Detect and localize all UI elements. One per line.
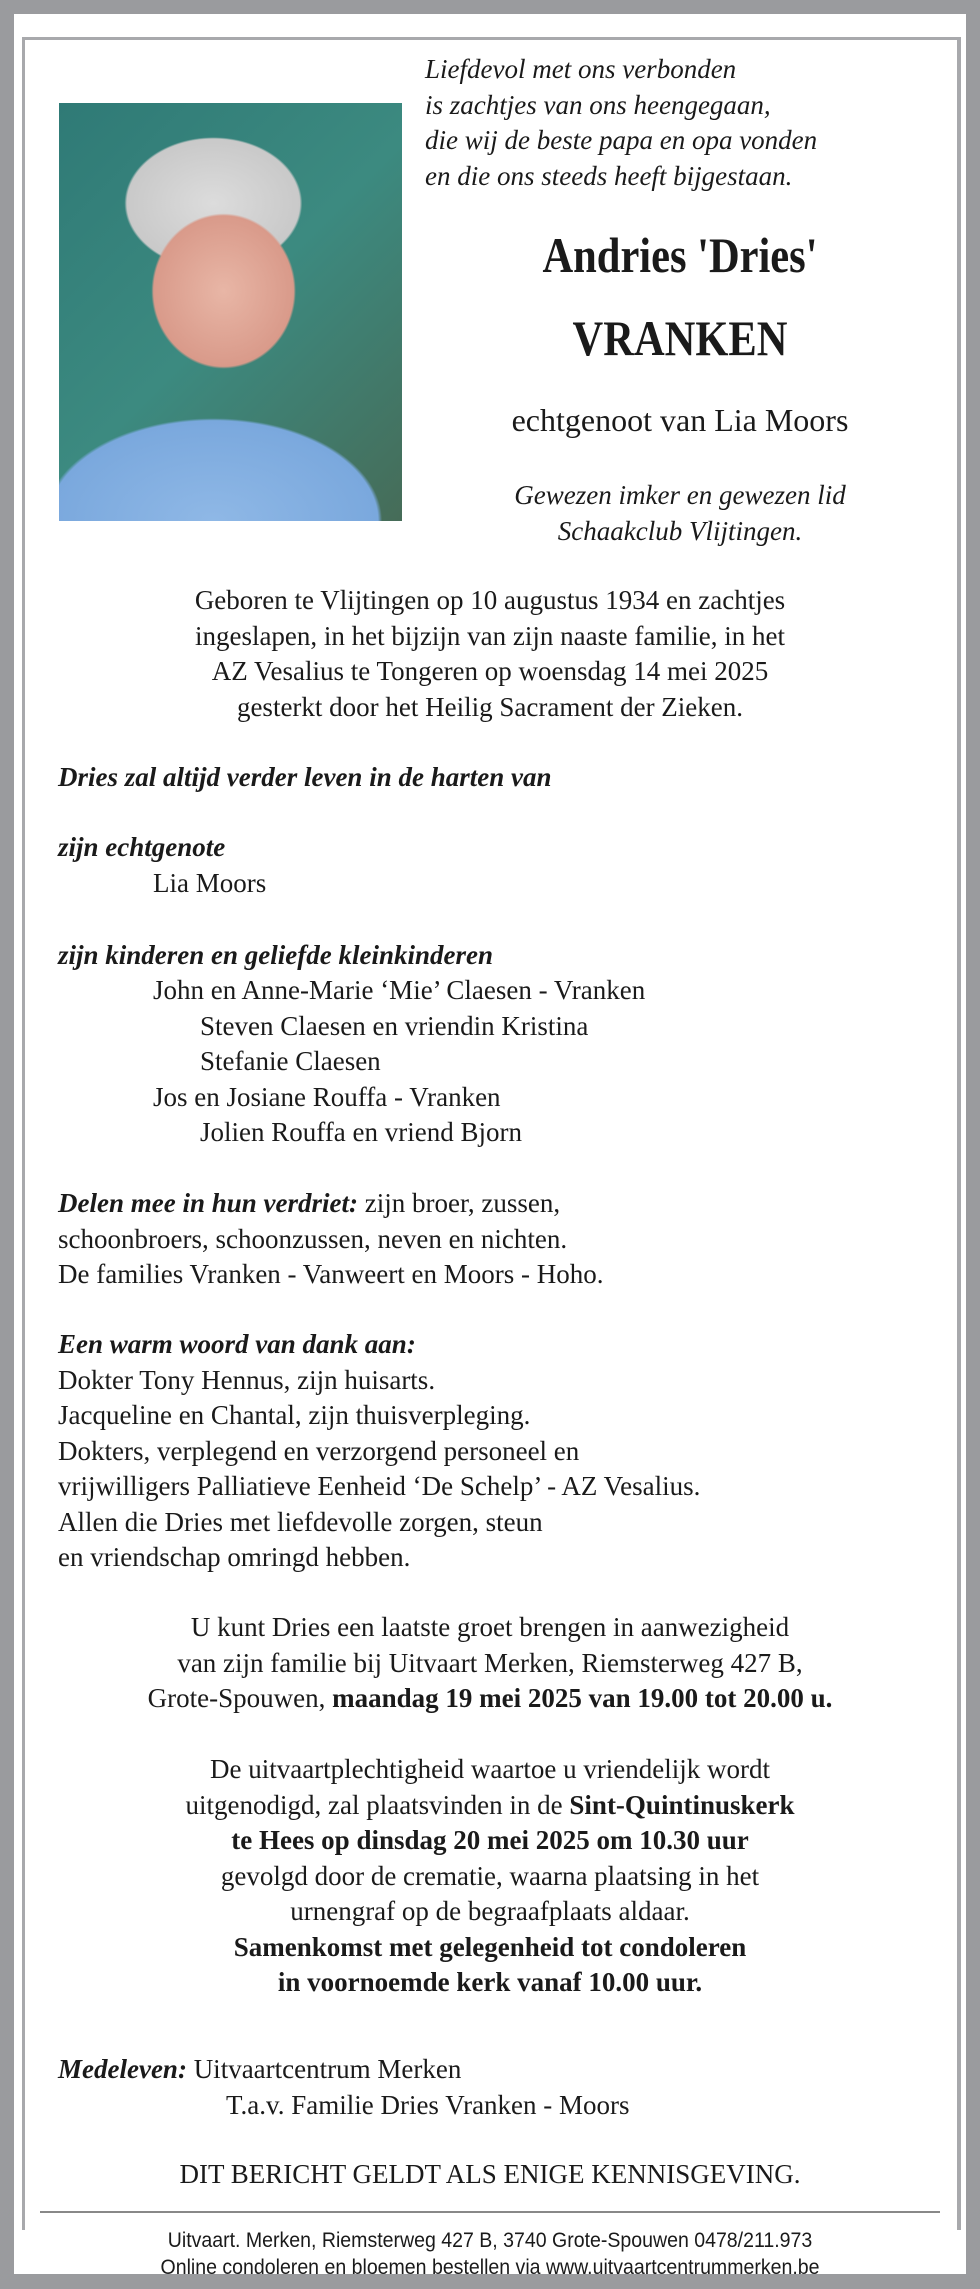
visit-time: maandag 19 mei 2025 van 19.00 tot 20.00 u.: [332, 1683, 833, 1713]
birth-line: Geboren te Vlijtingen op 10 augustus 1934 en zachtjes: [194, 585, 786, 615]
condolence-line: Uitvaartcentrum Merken: [186, 2054, 462, 2084]
birth-line: ingeslapen, in het bijzijn van zijn naaste familie, in het: [194, 620, 786, 651]
poem-line: en die ons steeds heeft bijgestaan.: [425, 160, 793, 191]
family-list: [58, 973, 928, 1151]
condolence-label: Medeleven:: [58, 2054, 187, 2084]
deceased-name: Andries 'Dries': [542, 227, 818, 283]
visitation-paragraph: [40, 1610, 940, 1717]
grief-label: Delen mee in hun verdriet:: [58, 1188, 358, 1218]
thanks-line: vrijwilligers Palliatieve Eenheid ‘De Schelp’ - AZ Vesalius.: [58, 1471, 701, 1501]
thanks-line: en vriendschap omringd hebben.: [58, 1542, 411, 1572]
thanks-line: Jacqueline en Chantal, zijn thuisverpleging.: [58, 1400, 531, 1430]
gathering-line: Samenkomst met gelegenheid tot condoleren: [233, 1931, 747, 1962]
footer-address: Uitvaart. Merken, Riemsterweg 427 B, 3740 Grote-Spouwen 0478/211.973: [167, 2229, 813, 2252]
visit-line: Grote-Spouwen,: [147, 1683, 333, 1713]
notice: DIT BERICHT GELDT ALS ENIGE KENNISGEVING.: [179, 2159, 801, 2189]
thanks-heading: Een warm woord van dank aan:: [58, 1329, 416, 1359]
hobby-line: Gewezen imker en gewezen lid: [514, 480, 846, 510]
divider: [40, 2211, 940, 2213]
condolence-paragraph: [58, 2052, 928, 2123]
gathering-line: in voornoemde kerk vanaf 10.00 uur.: [277, 1967, 703, 1997]
hobby-line: Schaakclub Vlijtingen.: [557, 515, 803, 546]
grief-line: zijn broer, zussen,: [357, 1188, 561, 1218]
grief-line: schoonbroers, schoonzussen, neven en nichten.: [58, 1223, 568, 1254]
funeral-line: uitgenodigd, zal plaatsvinden in de: [185, 1789, 570, 1820]
family-item: Jos en Josiane Rouffa - Vranken: [153, 1081, 501, 1112]
thanks-line: Dokters, verplegend en verzorgend personeel en: [58, 1435, 580, 1466]
funeral-time: te Hees op dinsdag 20 mei 2025 om 10.30 uur: [231, 1825, 749, 1855]
wife-heading: zijn echtgenote: [58, 832, 226, 862]
visit-line: van zijn familie bij Uitvaart Merken, Riemsterweg 427 B,: [177, 1647, 803, 1678]
funeral-line: gevolgd door de crematie, waarna plaatsing in het: [220, 1860, 760, 1891]
birth-paragraph: [40, 583, 940, 725]
spouse-line: echtgenoot van Lia Moors: [511, 402, 849, 438]
birth-line: gesterkt door het Heilig Sacrament der Zieken.: [236, 691, 744, 722]
family-item: Stefanie Claesen: [200, 1046, 381, 1076]
hobby: [425, 478, 935, 549]
thanks-line: Dokter Tony Hennus, zijn huisarts.: [58, 1364, 436, 1395]
grief-paragraph: [58, 1186, 928, 1293]
deceased-surname: VRANKEN: [572, 310, 788, 366]
portrait-photo: [59, 103, 402, 521]
funeral-line: urnengraf op de begraafplaats aldaar.: [290, 1896, 690, 1926]
church-name: Sint-Quintinuskerk: [569, 1789, 795, 1820]
poem-line: Liefdevol met ons verbonden: [425, 54, 737, 84]
grief-line: De families Vranken - Vanweert en Moors - Hoho.: [58, 1259, 604, 1289]
funeral-line: De uitvaartplechtigheid waartoe u vriendelijk wordt: [209, 1754, 771, 1784]
family-item: Steven Claesen en vriendin Kristina: [200, 1010, 589, 1041]
poem-line: die wij de beste papa en opa vonden: [425, 125, 818, 155]
thanks-line: Allen die Dries met liefdevolle zorgen, steun: [58, 1506, 543, 1537]
condolence-line: T.a.v. Familie Dries Vranken - Moors: [226, 2089, 630, 2120]
visit-line: U kunt Dries een laatste groet brengen in aanwezigheid: [190, 1612, 790, 1642]
birth-line: AZ Vesalius te Tongeren op woensdag 14 mei 2025: [211, 656, 769, 686]
funeral-paragraph: [40, 1752, 940, 2001]
wife-name: Lia Moors: [153, 868, 267, 898]
children-heading: zijn kinderen en geliefde kleinkinderen: [58, 940, 493, 970]
thanks-paragraph: [58, 1327, 928, 1576]
poem-line: is zachtjes van ons heengegaan,: [425, 89, 771, 120]
lives-on-heading: Dries zal altijd verder leven in de harten van: [58, 762, 552, 792]
family-item: John en Anne-Marie ‘Mie’ Claesen - Vranken: [153, 975, 646, 1005]
footer-website[interactable]: Online condoleren en bloemen bestellen via www.uitvaartcentrummerken.be: [160, 2256, 820, 2279]
poem: [425, 52, 817, 194]
family-item: Jolien Rouffa en vriend Bjorn: [200, 1117, 522, 1147]
